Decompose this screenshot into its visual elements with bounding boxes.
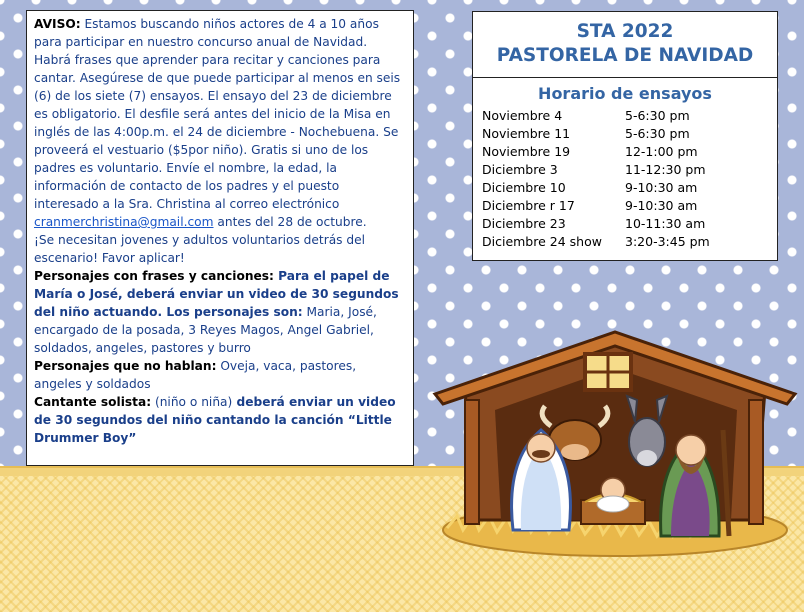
notice-box [26, 10, 414, 466]
schedule-row [482, 179, 777, 197]
schedule-row [482, 161, 777, 179]
speaking-roles: Maria, José, encargado de la posada, 3 Reyes Magos, Angel Gabriel, soldados, angeles, pastores y burro [34, 305, 377, 355]
stable-post-left [465, 400, 479, 524]
schedule-date: Noviembre 11 [482, 126, 571, 141]
schedule-row [482, 125, 777, 143]
schedule-date: Diciembre 3 [482, 162, 558, 177]
schedule-row [482, 233, 777, 251]
schedule-time: 3:20-3:45 pm [625, 234, 710, 249]
notice-paragraph [34, 15, 407, 231]
schedule-title [473, 12, 777, 78]
volunteers-text: ¡Se necesitan jovenes y adultos voluntarios detrás del escenario! Favor aplicar! [34, 233, 366, 265]
schedule-row [482, 143, 777, 161]
schedule-date: Diciembre 24 show [482, 234, 602, 249]
email-link[interactable]: cranmerchristina@gmail.com [34, 215, 214, 229]
soloist-text: deberá enviar un video de 30 segundos del niño cantando la canción “Little Drummer Boy” [34, 395, 396, 445]
title-line-2: PASTORELA DE NAVIDAD [496, 45, 754, 66]
schedule-time: 5-6:30 pm [625, 126, 690, 141]
nonspeaking-paragraph [34, 357, 407, 393]
schedule-time: 10-11:30 am [625, 216, 706, 231]
schedule-date: Diciembre r 17 [482, 198, 575, 213]
nonspeaking-label: Personajes que no hablan: [34, 359, 217, 373]
schedule-row [482, 215, 777, 233]
schedule-row [482, 107, 777, 125]
soloist-label: Cantante solista: [34, 395, 152, 409]
schedule-box [472, 11, 778, 261]
aviso-label: AVISO: [34, 17, 81, 31]
schedule-date: Diciembre 23 [482, 216, 566, 231]
schedule-time: 5-6:30 pm [625, 108, 690, 123]
soloist-paren: (niño o niña) [151, 395, 233, 409]
schedule-date: Diciembre 10 [482, 180, 566, 195]
schedule-heading: Horario de ensayos [538, 84, 712, 103]
schedule-row [482, 197, 777, 215]
schedule-time: 9-10:30 am [625, 198, 698, 213]
speaking-roles-paragraph [34, 267, 407, 357]
stable-post-right [749, 400, 763, 524]
schedule-time: 12-1:00 pm [625, 144, 698, 159]
schedule-date: Noviembre 19 [482, 144, 571, 159]
aviso-deadline: antes del 28 de octubre. [213, 215, 367, 229]
schedule-time: 11-12:30 pm [625, 162, 706, 177]
nativity-illustration [425, 330, 803, 570]
speaking-label: Personajes con frases y canciones: [34, 269, 274, 283]
schedule-date: Noviembre 4 [482, 108, 563, 123]
speaking-instructions: Para el papel de María o José, deberá enviar un video de 30 segundos del niño actuando. Los personajes son: [34, 269, 399, 319]
nonspeaking-roles: Oveja, vaca, pastores, angeles y soldados [34, 359, 357, 391]
soloist-paragraph [34, 393, 407, 447]
title-line-1: STA 2022 [576, 21, 674, 42]
schedule-rows [473, 107, 777, 251]
aviso-text: Estamos buscando niños actores de 4 a 10 años para participar en nuestro concurso anual de Navidad. Habrá frases que aprender para recitar y canciones para cantar. Asegúrese de que puede participar al menos en seis (6) de los siete (7) ensayos. El ensayo del 23 de diciembre es obligatorio. El desfile será antes del inicio de la Misa en inglés de las 4:00p.m. el 24 de diciembre - Nochebuena. Se proveerá el vestuario ($5por niño). Gratis si uno de los padres es voluntario. Envíe el nombre, la edad, la información de contacto de los padres y el puesto interesado a la Sra. Christina al correo electrónico [34, 17, 401, 211]
schedule-time: 9-10:30 am [625, 180, 698, 195]
